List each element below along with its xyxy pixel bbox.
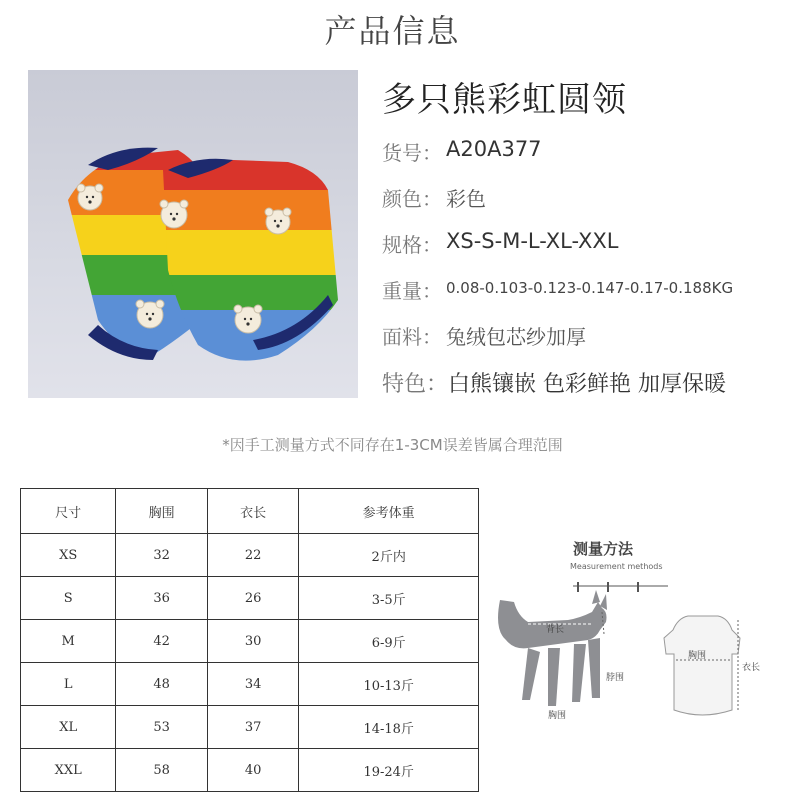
table-row	[21, 534, 479, 577]
table-cell: 3-5斤	[299, 577, 479, 620]
field-label: 特色：	[382, 372, 449, 397]
field-label: 货号：	[382, 141, 442, 165]
table-cell: S	[21, 577, 116, 620]
measurement-diagram	[488, 530, 768, 740]
table-cell: 58	[116, 749, 208, 792]
field-label: 规格：	[382, 233, 442, 257]
column-header: 尺寸	[21, 489, 116, 534]
field-label: 面料：	[382, 325, 442, 349]
field-value: A20A377	[446, 137, 542, 161]
table-cell: 36	[116, 577, 208, 620]
table-cell: 26	[207, 577, 299, 620]
table-cell: XL	[21, 706, 116, 749]
column-header: 衣长	[207, 489, 299, 534]
column-header: 胸围	[116, 489, 208, 534]
field-fabric	[378, 321, 778, 367]
label-chest: 胸围	[688, 651, 707, 661]
table-cell: 2斤内	[299, 534, 479, 577]
size-table	[20, 488, 479, 792]
table-cell: 6-9斤	[299, 620, 479, 663]
table-cell: 32	[116, 534, 208, 577]
table-cell: 22	[207, 534, 299, 577]
measurement-note: *因手工测量方式不同存在1-3CM误差皆属合理范围	[222, 436, 563, 454]
table-cell: XS	[21, 534, 116, 577]
label-chest-cat: 胸围	[548, 711, 567, 721]
field-features	[378, 367, 778, 413]
field-item-number	[378, 137, 778, 183]
table-row	[21, 706, 479, 749]
field-weight	[378, 275, 778, 321]
table-cell: XXL	[21, 749, 116, 792]
table-row	[21, 749, 479, 792]
field-value: 兔绒包芯纱加厚	[446, 325, 586, 349]
table-cell: 30	[207, 620, 299, 663]
field-value: 白熊镶嵌 色彩鲜艳 加厚保暖	[448, 372, 726, 397]
table-header-row	[21, 489, 479, 534]
table-cell: 53	[116, 706, 208, 749]
column-header: 参考体重	[299, 489, 479, 534]
table-cell: 42	[116, 620, 208, 663]
table-cell: 40	[207, 749, 299, 792]
table-cell: 48	[116, 663, 208, 706]
product-name: 多只熊彩虹圆领	[382, 80, 627, 120]
table-row	[21, 577, 479, 620]
product-info	[378, 72, 778, 413]
field-value: 彩色	[446, 187, 486, 211]
sweater-illustration	[28, 70, 358, 398]
table-row	[21, 663, 479, 706]
table-cell: 34	[207, 663, 299, 706]
table-row	[21, 620, 479, 663]
table-cell: 19-24斤	[299, 749, 479, 792]
field-sizes	[378, 229, 778, 275]
field-value: XS-S-M-L-XL-XXL	[446, 229, 619, 253]
field-color	[378, 183, 778, 229]
diagram-subtitle: Measurement methods	[570, 562, 663, 571]
table-cell: 10-13斤	[299, 663, 479, 706]
field-value: 0.08-0.103-0.123-0.147-0.17-0.188KG	[446, 279, 734, 297]
table-cell: 14-18斤	[299, 706, 479, 749]
field-label: 颜色：	[382, 187, 442, 211]
label-back-length: 背长	[546, 625, 565, 635]
label-length: 衣长	[742, 663, 761, 673]
diagram-title: 测量方法	[573, 540, 634, 558]
cat-silhouette	[498, 590, 607, 706]
label-neck: 脖围	[606, 673, 625, 683]
page-title: 产品信息	[324, 12, 461, 50]
table-cell: M	[21, 620, 116, 663]
table-cell: 37	[207, 706, 299, 749]
sweater-outline	[664, 616, 740, 715]
field-label: 重量：	[382, 279, 442, 303]
product-photo	[28, 70, 358, 398]
table-cell: L	[21, 663, 116, 706]
